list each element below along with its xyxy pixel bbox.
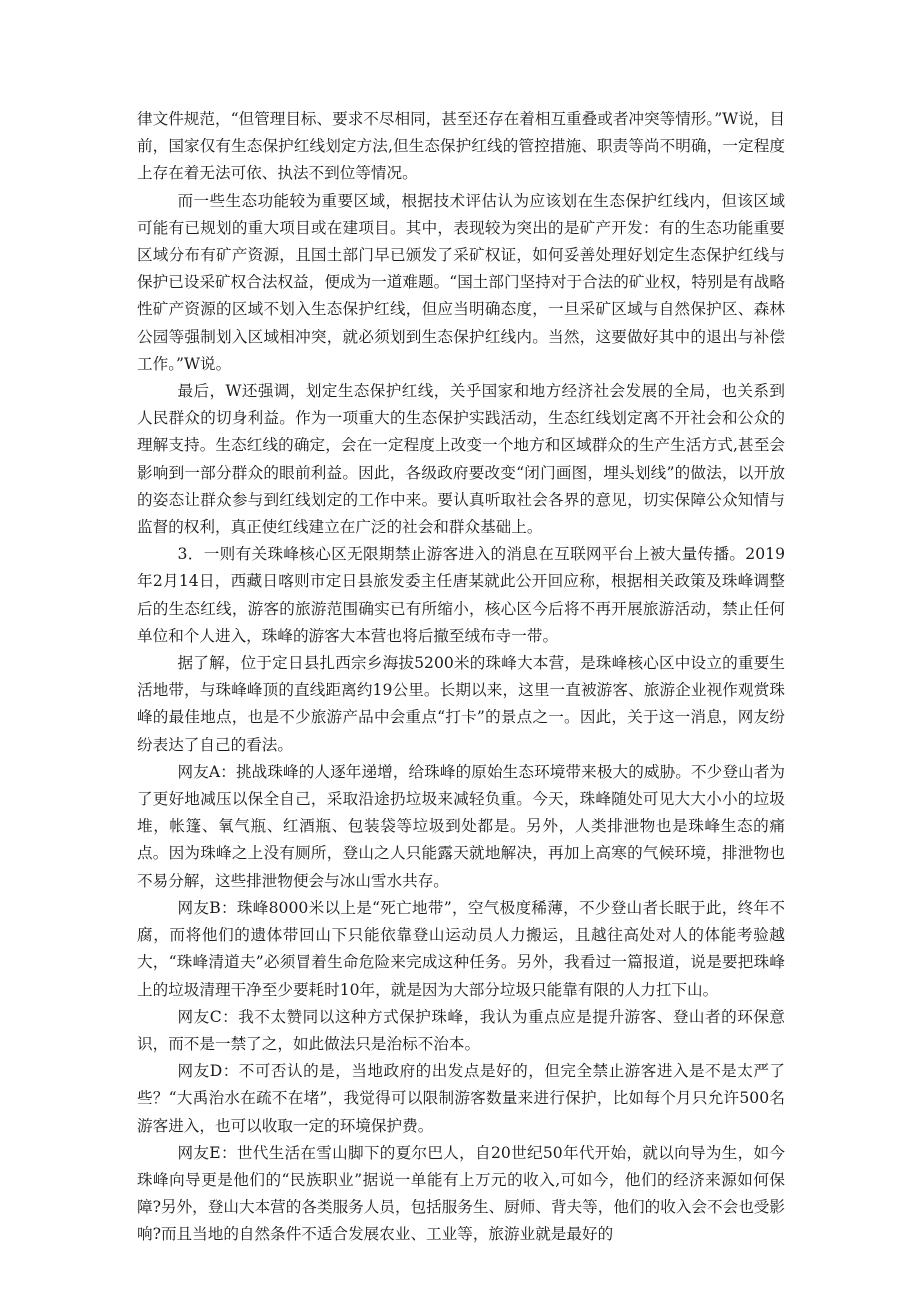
paragraph-2: 而一些生态功能较为重要区域，根据技术评估认为应该划在生态保护红线内，但该区域可能有已规划的重大项目或在建项目。其中，表现较为突出的是矿产开发：有的生态功能重要区域分布有矿产资源，且国土部门早已颁发了采矿权证，如何妥善处理好划定生态保护红线与保护已设采矿权合法权益，便成为一道难题。“国土部门坚持对于合法的矿业权，特别是有战略性矿产资源的区域不划入生态保护红线，但应当明确态度，一旦采矿区域与自然保护区、森林公园等强制划入区域相冲突，就必须划到生态保护红线内。当然，这要做好其中的退出与补偿工作。”W说。 <box>137 191 785 373</box>
paragraph-5: 据了解，位于定日县扎西宗乡海拔5200米的珠峰大本营，是珠峰核心区中设立的重要生活地带，与珠峰峰顶的直线距离约19公里。长期以来，这里一直被游客、旅游企业视作观赏珠峰的最佳地点，也是不少旅游产品中会重点“打卡”的景点之一。因此，关于这一消息，网友纷纷表达了自己的看法。 <box>137 654 785 754</box>
paragraph-6: 网友A：挑战珠峰的人逐年递增，给珠峰的原始生态环境带来极大的威胁。不少登山者为了更好地减压以保全自己，采取沿途扔垃圾来减轻负重。今天，珠峰随处可见大大小小的垃圾堆，帐篷、氧气瓶、红酒瓶、包装袋等垃圾到处都是。另外，人类排泄物也是珠峰生态的痛点。因为珠峰之上没有厕所，登山之人只能露天就地解决，再加上高寒的气候环境，排泄物也不易分解，这些排泄物便会与冰山雪水共存。 <box>137 762 785 890</box>
paragraph-3: 最后，W还强调，划定生态保护红线，关乎国家和地方经济社会发展的全局，也关系到人民群众的切身利益。作为一项重大的生态保护实践活动，生态红线划定离不开社会和公众的理解支持。生态红线的确定，会在一定程度上改变一个地方和区域群众的生产生活方式,甚至会影响到一部分群众的眼前利益。因此，各级政府要改变“闭门画图，埋头划线”的做法，以开放的姿态让群众参与到红线划定的工作中来。要认真听取社会各界的意见，切实保障公众知情与监督的权利，真正使红线建立在广泛的社会和群众基础上。 <box>137 382 785 537</box>
paragraph-4: 3．一则有关珠峰核心区无限期禁止游客进入的消息在互联网平台上被大量传播。2019年2月14日，西藏日喀则市定日县旅发委主任唐某就此公开回应称，根据相关政策及珠峰调整后的生态红线，游客的旅游范围确实已有所缩小，核心区今后将不再开展旅游活动，禁止任何单位和个人进入，珠峰的游客大本营也将后撤至绒布寺一带。 <box>137 545 785 645</box>
paragraph-8: 网友C：我不太赞同以这种方式保护珠峰，我认为重点应是提升游客、登山者的环保意识，而不是一禁了之，如此做法只是治标不治本。 <box>137 1007 785 1053</box>
paragraph-10: 网友E：世代生活在雪山脚下的夏尔巴人，自20世纪50年代开始，就以向导为生，如今珠峰向导更是他们的“民族职业”据说一单能有上万元的收入,可如今，他们的经济来源如何保障?另外，登山大本营的各类服务人员，包括服务生、厨师、背夫等，他们的收入会不会也受影响?而且当地的自然条件不适合发展农业、工业等，旅游业就是最好的 <box>137 1143 785 1244</box>
document-body <box>137 106 785 1249</box>
paragraph-9: 网友D：不可否认的是，当地政府的出发点是好的，但完全禁止游客进入是不是太严了些？“大禹治水在疏不在堵”，我觉得可以限制游客数量来进行保护，比如每个月只允许500名游客进入，也可以收取一定的环境保护费。 <box>137 1062 785 1135</box>
paragraph-7: 网友B：珠峰8000米以上是“死亡地带”，空气极度稀薄，不少登山者长眠于此，终年不腐，而将他们的遗体带回山下只能依靠登山运动员人力搬运，且越往高处对人的体能考验越大，“珠峰清道夫”必须冒着生命危险来完成这种任务。另外，我看过一篇报道，说是要把珠峰上的垃圾清理干净至少要耗时10年，就是因为大部分垃圾只能靠有限的人力扛下山。 <box>137 898 785 999</box>
paragraph-1: 律文件规范，“但管理目标、要求不尽相同，甚至还存在着相互重叠或者冲突等情形。”W说，目前，国家仅有生态保护红线划定方法,但生态保护红线的管控措施、职责等尚不明确，一定程度上存在着无法可依、执法不到位等情况。 <box>137 110 785 183</box>
